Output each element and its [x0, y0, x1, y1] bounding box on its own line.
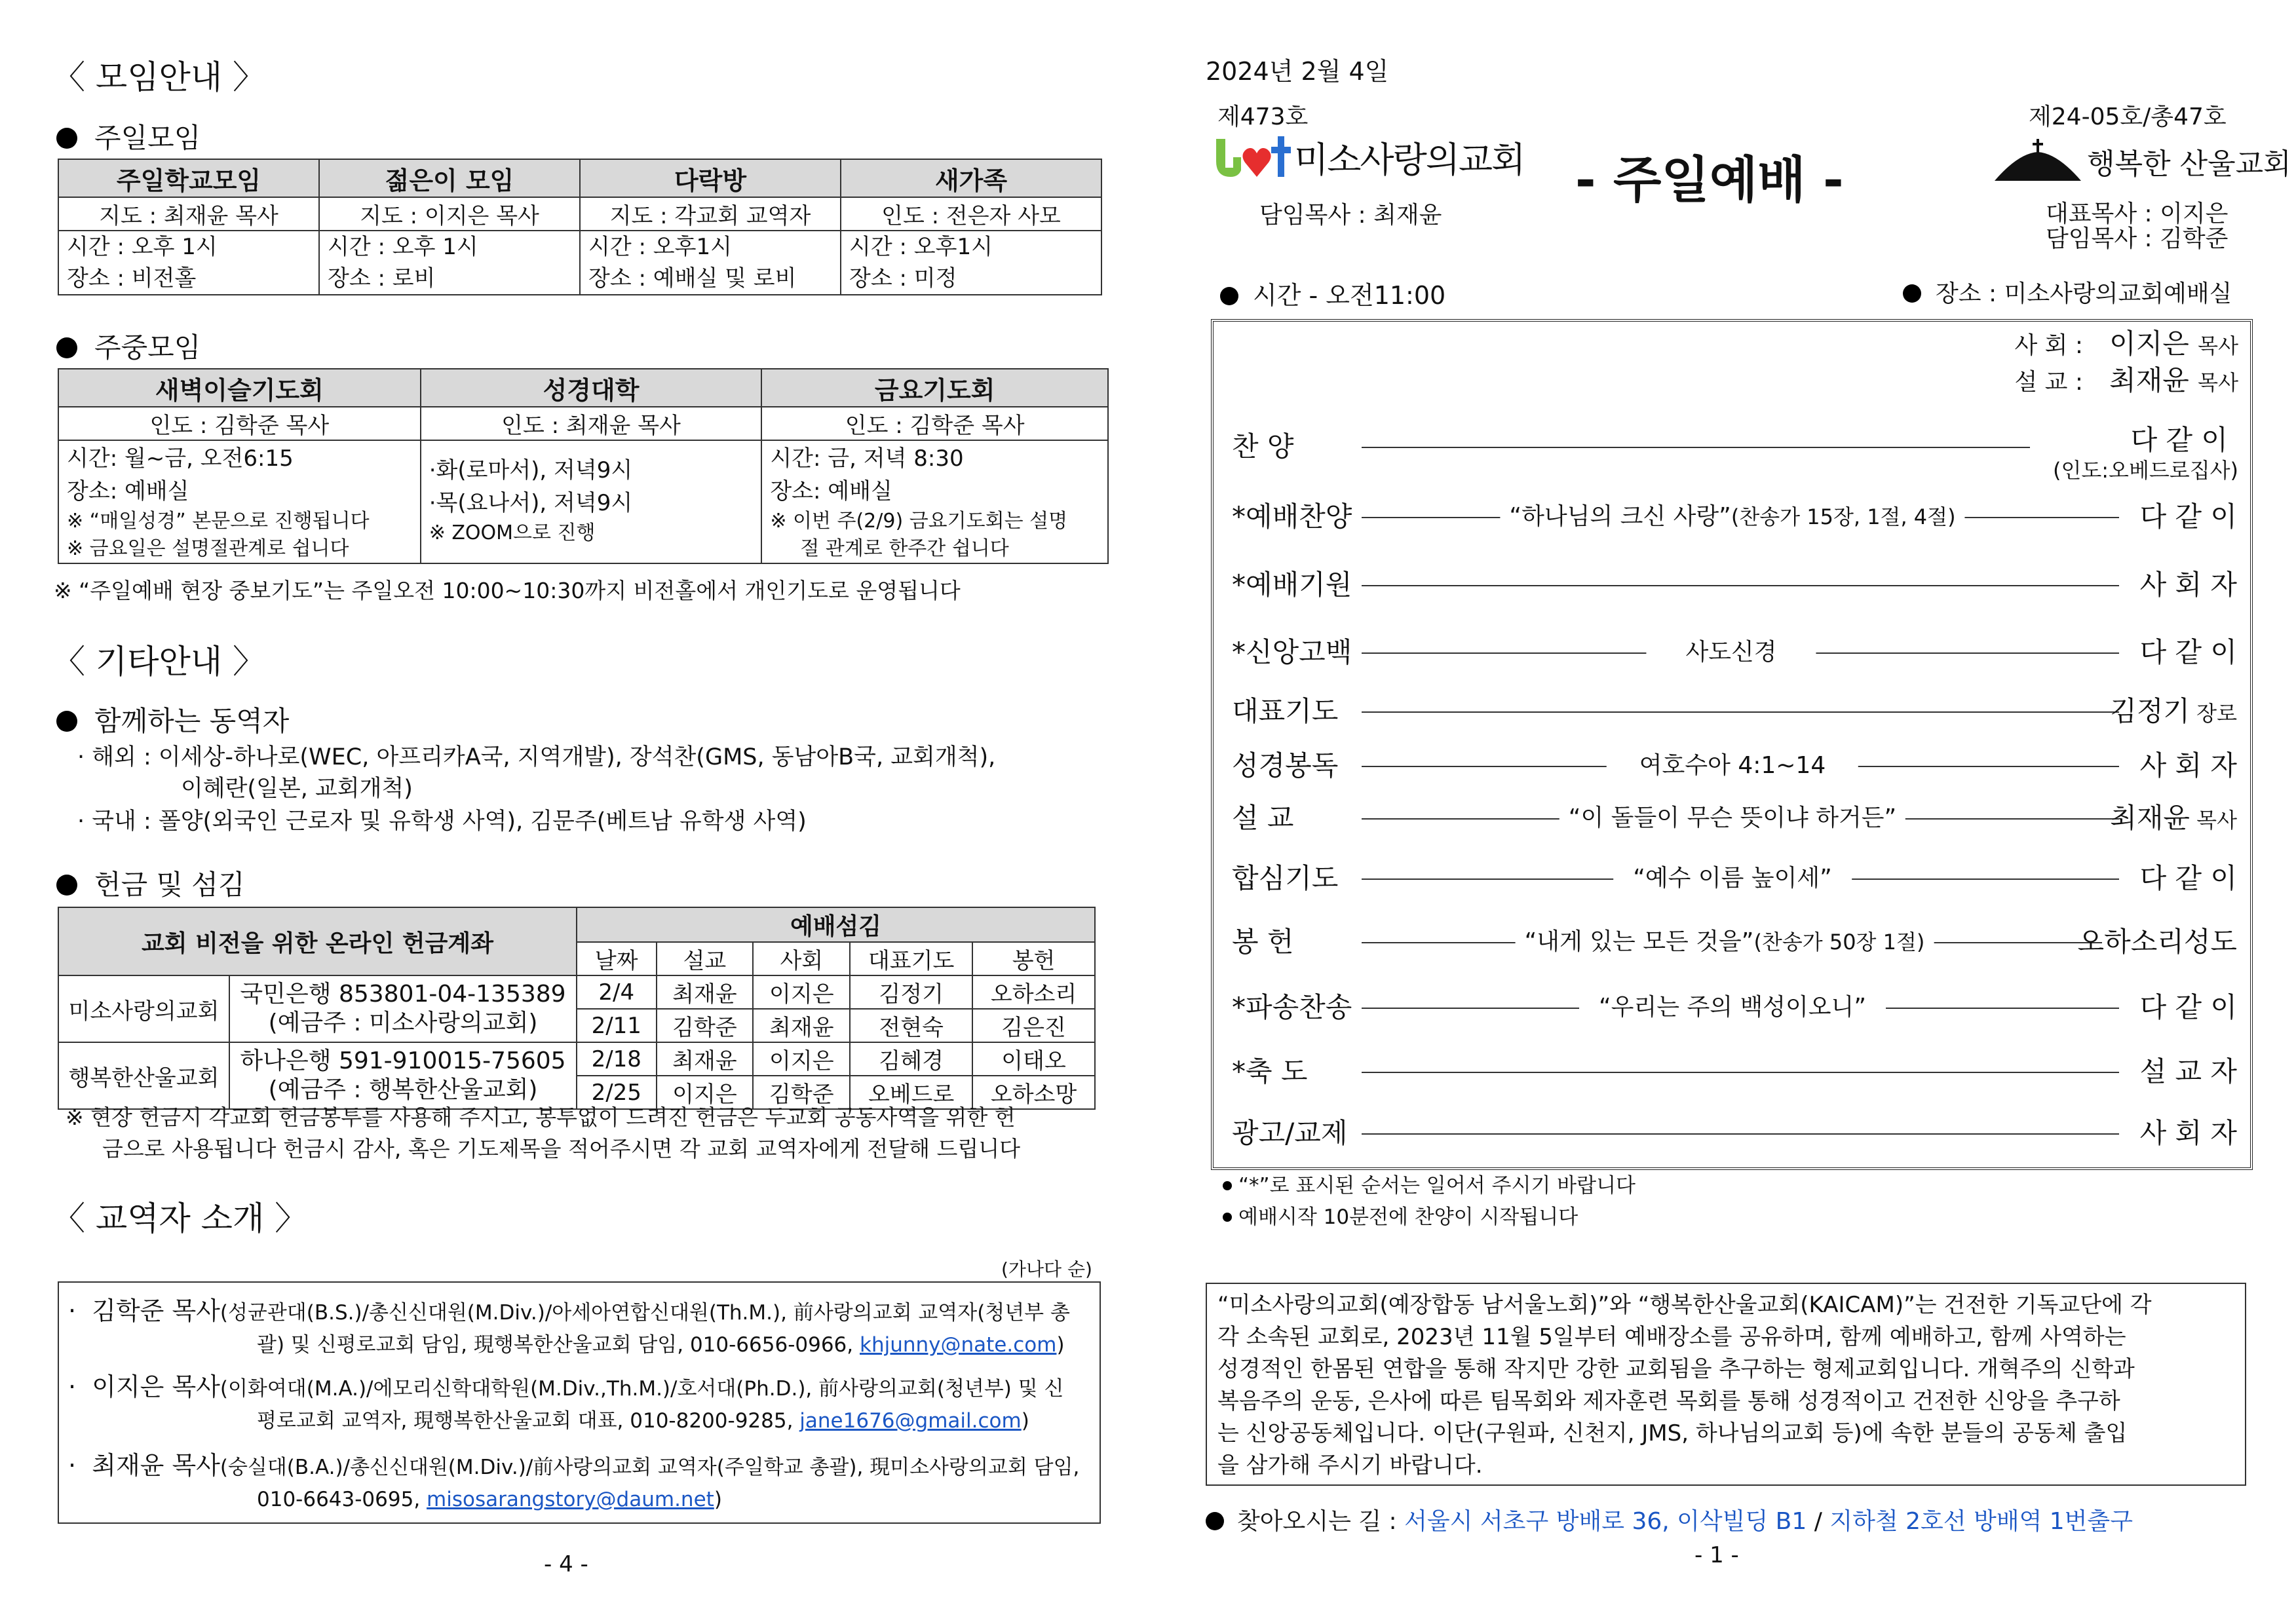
church-name: 행복한산울교회: [58, 1042, 229, 1109]
page-number: - 4 -: [544, 1551, 588, 1577]
table-cell: 시간 : 오후 1시 장소 : 비전홀: [58, 231, 319, 295]
meetings-section-title: 〈 모임안내 〉: [52, 58, 265, 96]
table-cell: 김정기: [850, 975, 972, 1009]
email-link[interactable]: khjunny@nate.com: [860, 1333, 1057, 1357]
program-row: *예배기원 사 회 자: [1232, 569, 2237, 601]
email-link[interactable]: jane1676@gmail.com: [799, 1409, 1022, 1433]
offering-note-cont: 금으로 사용됩니다 헌금시 감사, 혹은 기도제목을 적어주시면 각 교회 교역자에게 전달해 드립니다: [102, 1136, 1020, 1161]
table-cell: 인도 : 최재윤 목사: [421, 407, 762, 440]
program-note: “*”로 표시된 순서는 일어서 주시기 바랍니다: [1223, 1170, 1636, 1201]
weekday-meetings-heading: 주중모임: [56, 326, 201, 366]
table-cell: 2/11: [577, 1009, 657, 1042]
table-cell: 김학준: [657, 1009, 754, 1042]
staff-entry: · 이지은 목사(이화여대(M.A.)/에모리신학대학원(M.Div.,Th.M.)/호서대(Ph.D.), 前사랑의교회(청년부) 및 신 평로교회 교역자, 現행복한산울교회 대표, 010-8200-9285, jane1676@gmail.com): [68, 1372, 1064, 1433]
table-header: 주일학교모임: [58, 159, 319, 197]
table-cell: 2/4: [577, 975, 657, 1009]
sunday-meetings-heading: 주일모임: [56, 117, 201, 156]
table-header: 성경대학: [421, 369, 762, 407]
weekday-meetings-table: [58, 368, 1109, 564]
table-cell: 오베드로: [850, 1076, 972, 1109]
offering-table: [58, 907, 1096, 1110]
table-cell: 지도 : 각교회 교역자: [580, 197, 841, 231]
bullet-icon: [1220, 287, 1238, 305]
table-header: 다락방: [580, 159, 841, 197]
table-cell: 이지은: [753, 975, 850, 1009]
table-cell: 시간: 월~금, 오전6:15 장소: 예배실 ※ “매일성경” 본문으로 진행됩니다 ※ 금요일은 설명절관계로 쉽니다: [58, 440, 421, 563]
table-cell: 전현숙: [850, 1009, 972, 1042]
table-cell: 인도 : 전은자 사모: [841, 197, 1101, 231]
directions: 찾아오시는 길 : 서울시 서초구 방배로 36, 이삭빌딩 B1 / 지하철 2호선 방배역 1번출구: [1206, 1503, 2133, 1536]
table-cell: ·화(로마서), 저녁9시 ·목(요나서), 저녁9시 ※ ZOOM으로 진행: [421, 440, 762, 563]
table-cell: 최재윤: [753, 1009, 850, 1042]
table-cell: 2/18: [577, 1042, 657, 1076]
program-row: 합심기도 “예수 이름 높이세” 다 같 이: [1214, 856, 2250, 901]
page-number: - 1 -: [1694, 1542, 1739, 1568]
presider: 사 회 : 이지은 목사: [2014, 328, 2238, 360]
program-row: *예배찬양 “하나님의 크신 사랑”(찬송가 15장, 1절, 4절) 다 같 이: [1214, 494, 2250, 540]
partners-overseas-cont: 이혜란(일본, 교회개척): [181, 776, 413, 802]
service-col-header: 날짜: [577, 942, 657, 975]
bullet-icon: [56, 128, 77, 149]
bullet-icon: [1206, 1512, 1224, 1530]
service-col-header: 사회: [753, 942, 850, 975]
service-col-header: 설교: [657, 942, 754, 975]
program-row: *파송찬송 “우리는 주의 백성이오니” 다 같 이: [1214, 985, 2250, 1030]
program-note: 예배시작 10분전에 찬양이 시작됩니다: [1223, 1201, 1636, 1233]
email-link[interactable]: misosarangstory@daum.net: [427, 1488, 714, 1511]
church-left-logo: [1212, 131, 1524, 187]
church-right-name: 행복한 산울교회: [2087, 147, 2291, 181]
sunday-meetings-table: [58, 159, 1102, 295]
table-cell: 최재윤: [657, 1042, 754, 1076]
account-header: 교회 비전을 위한 온라인 헌금계좌: [58, 907, 577, 975]
bulletin-date: 2024년 2월 4일: [1206, 57, 1389, 86]
service-col-header: 대표기도: [850, 942, 972, 975]
issue-right: 제24-05호/총47호: [2029, 104, 2227, 130]
table-cell: 이지은: [657, 1076, 754, 1109]
table-cell: 오하소리: [972, 975, 1095, 1009]
church-intro-box: “미소사랑의교회(예장합동 남서울노회)”와 “행복한산울교회(KAICAM)”는 건전한 기독교단에 각 각 소속된 교회로, 2023년 11월 5일부터 예배장소를 공유하며, 함께 예배하고, 함께 사역하는 성경적인 한몸된 연합을 통해 작지만 강한 교회됨을 추구하는 형제교회입니다. 개혁주의 신학과 복음주의 운동, 은사에 따른 팀목회와 제자훈련 목회를 통해 성경적이고 건전한 신앙을 추구하 는 신앙공동체입니다. 이단(구원파, 신천지, JMS, 하나님의교회 등)에 속한 분들의 공동체 출입 을 삼가해 주시기 바랍니다.: [1206, 1283, 2246, 1486]
service-col-header: 봉헌: [972, 942, 1095, 975]
staff-entry: · 김학준 목사(성균관대(B.S.)/총신신대원(M.Div.)/아세아연합신대원(Th.M.), 前사랑의교회 교역자(청년부 총 괄) 및 신평로교회 담임, 現행복한산울교회 담임, 010-6656-0966, khjunny@nate.com): [68, 1296, 1070, 1357]
table-cell: 지도 : 최재윤 목사: [58, 197, 319, 231]
table-cell: 김은진: [972, 1009, 1095, 1042]
table-cell: 2/25: [577, 1076, 657, 1109]
table-cell: 이지은: [753, 1042, 850, 1076]
bullet-icon: [1223, 1181, 1232, 1190]
account-cell: 하나은행 591-910015-75605 (예금주 : 행복한산울교회): [229, 1042, 577, 1109]
prayer-note: ※ “주일예배 현장 중보기도”는 주일오전 10:00~10:30까지 비전홀에서 개인기도로 운영됩니다: [54, 578, 961, 603]
church-name: 미소사랑의교회: [58, 975, 229, 1042]
church-right-pastor: 담임목사 : 김학준: [2046, 225, 2229, 252]
service-time: 시간 - 오전11:00: [1220, 275, 1445, 311]
table-cell: 최재윤: [657, 975, 754, 1009]
bullet-icon: [56, 875, 77, 896]
directions-address: 서울시 서초구 방배로 36, 이삭빌딩 B1: [1404, 1508, 1807, 1535]
preacher: 설 교 : 최재윤 목사: [2014, 364, 2238, 396]
partners-overseas: · 해외 : 이세상-하나로(WEC, 아프리카A국, 지역개발), 장석찬(GMS, 동남아B국, 교회개척),: [77, 744, 996, 770]
program-row: 대표기도 김정기 장로: [1232, 695, 2237, 727]
table-cell: 오하소망: [972, 1076, 1095, 1109]
table-cell: 시간: 금, 저녁 8:30 장소: 예배실 ※ 이번 주(2/9) 금요기도회는 설명 절 관계로 한주간 쉽니다: [761, 440, 1108, 563]
worship-program: [1211, 319, 2253, 1170]
table-header: 금요기도회: [761, 369, 1108, 407]
table-header: 젊은이 모임: [319, 159, 580, 197]
church-right-rep: 대표목사 : 이지은: [2046, 200, 2229, 227]
mountain-cross-icon: [1992, 135, 2084, 187]
bullet-icon: [1223, 1213, 1232, 1222]
table-cell: 지도 : 이지은 목사: [319, 197, 580, 231]
program-row: 광고/교제 사 회 자: [1232, 1117, 2237, 1149]
staff-box: [58, 1281, 1101, 1524]
partners-domestic: · 국내 : 폴양(외국인 근로자 및 유학생 사역), 김문주(베트남 유학생 사역): [77, 808, 807, 835]
service-header: 예배섬김: [577, 907, 1095, 942]
table-cell: 인도 : 김학준 목사: [58, 407, 421, 440]
other-section-title: 〈 기타안내 〉: [52, 643, 265, 681]
staff-entry: · 최재윤 목사(숭실대(B.A.)/총신신대원(M.Div.)/前사랑의교회 교역자(주일학교 총괄), 現미소사랑의교회 담임, 010-6643-0695, misosarangstory@daum.net): [68, 1451, 1080, 1511]
program-row: *축 도 설 교 자: [1232, 1055, 2237, 1087]
offering-note: ※ 현장 헌금시 각교회 헌금봉투를 사용해 주시고, 봉투없이 드려진 헌금은 두교회 공동사역을 위한 헌: [66, 1105, 1016, 1130]
program-row: 봉 헌 “내게 있는 모든 것을”(찬송가 50장 1절) 오하소리성도: [1214, 919, 2250, 965]
bullet-icon: [1903, 284, 1921, 303]
partners-heading: 함께하는 동역자: [56, 700, 289, 739]
program-row: 설 교 “이 돌들이 무슨 뜻이냐 하거든” 최재윤 목사: [1214, 795, 2250, 841]
table-cell: 이태오: [972, 1042, 1095, 1076]
church-left-pastor: 담임목사 : 최재윤: [1259, 202, 1442, 229]
program-row: *신앙고백 사도신경 다 같 이: [1214, 630, 2250, 675]
table-cell: 인도 : 김학준 목사: [761, 407, 1108, 440]
worship-title: - 주일예배 -: [1575, 151, 1844, 209]
offering-heading: 헌금 및 섬김: [56, 863, 245, 903]
staff-order-note: (가나다 순): [1001, 1258, 1092, 1280]
directions-subway: 지하철 2호선 방배역 1번출구: [1829, 1508, 2133, 1535]
table-cell: 시간 : 오후1시 장소 : 예배실 및 로비: [580, 231, 841, 295]
program-row: 찬 양 다 같 이 (인도:오베드로집사): [1232, 424, 2238, 483]
church-left-name: 미소사랑의교회: [1294, 139, 1525, 181]
program-row: 성경봉독 여호수아 4:1~14 사 회 자: [1214, 743, 2250, 789]
program-sub: (인도:오베드로집사): [2052, 458, 2238, 483]
smile-heart-cross-icon: [1212, 131, 1291, 183]
table-cell: 김혜경: [850, 1042, 972, 1076]
staff-section-title: 〈 교역자 소개 〉: [52, 1199, 308, 1237]
church-right-logo: [1992, 135, 2291, 187]
service-place: 장소 : 미소사랑의교회예배실: [1903, 275, 2232, 309]
table-header: 새벽이슬기도회: [58, 369, 421, 407]
program-notes: [1223, 1170, 1636, 1233]
table-header: 새가족: [841, 159, 1101, 197]
table-cell: 시간 : 오후1시 장소 : 미정: [841, 231, 1101, 295]
table-cell: 시간 : 오후 1시 장소 : 로비: [319, 231, 580, 295]
bullet-icon: [56, 711, 77, 732]
account-cell: 국민은행 853801-04-135389 (예금주 : 미소사랑의교회): [229, 975, 577, 1042]
issue-left: 제473호: [1217, 104, 1309, 130]
bullet-icon: [56, 337, 77, 358]
table-cell: 김학준: [753, 1076, 850, 1109]
